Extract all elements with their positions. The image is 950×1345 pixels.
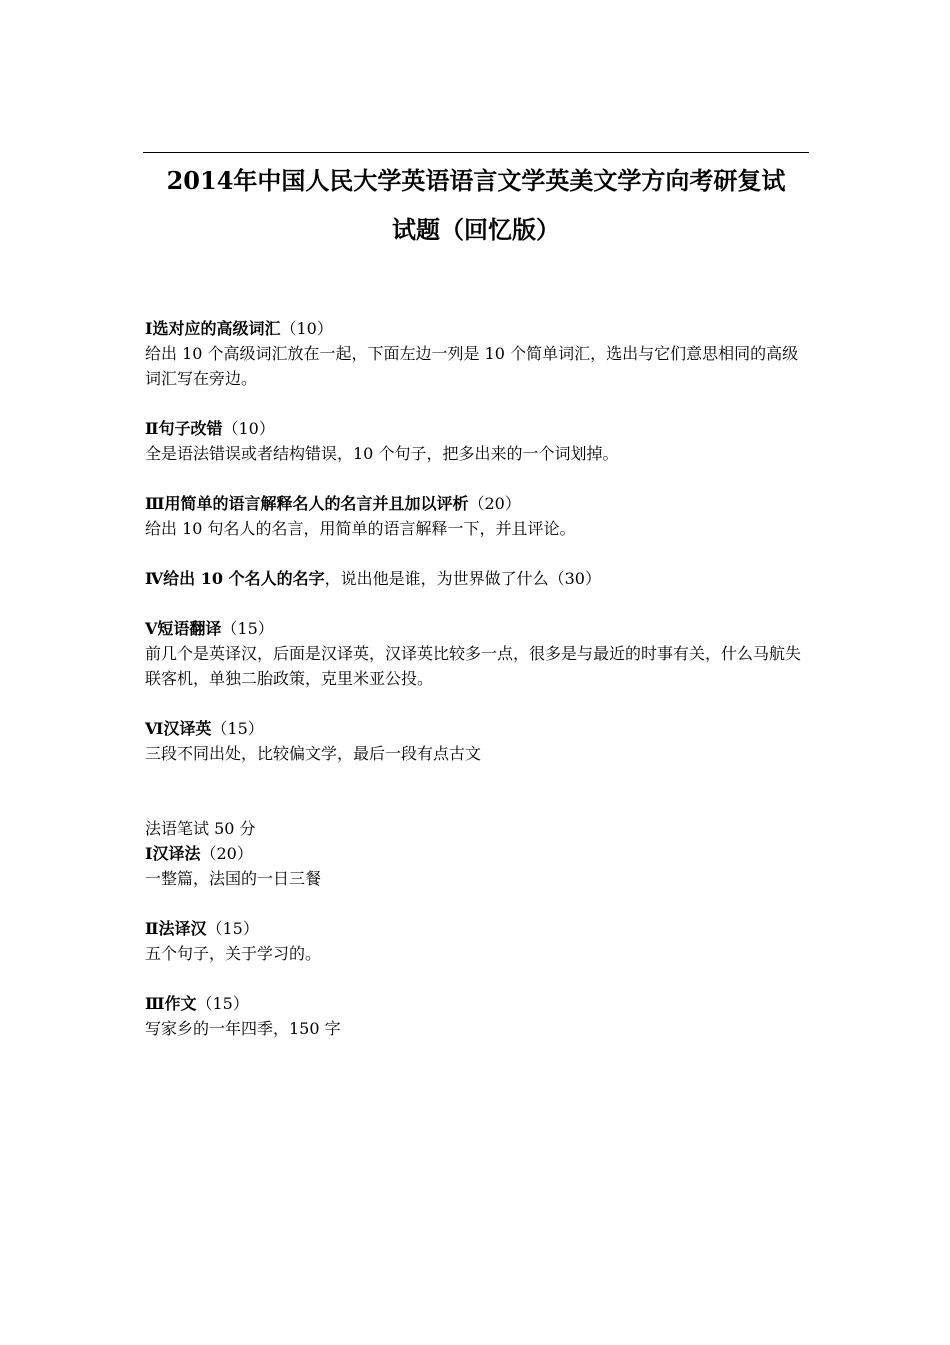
section-description: 给出 10 句名人的名言，用简单的语言解释一下，并且评论。: [145, 519, 576, 538]
document-title-line-1: 2014年中国人民大学英语语言文学英美文学方向考研复试: [166, 166, 786, 195]
french-section-1: [145, 816, 805, 891]
section-description: 写家乡的一年四季，150 字: [145, 1019, 341, 1038]
section-heading: Ⅰ选对应的高级词汇（10）: [145, 319, 333, 338]
french-section-2: [145, 916, 805, 966]
section-description: 前几个是英译汉，后面是汉译英，汉译英比较多一点，很多是与最近的时事有关，什么马航失联客机，单独二胎政策，克里米亚公投。: [145, 644, 802, 688]
section-heading: Ⅱ法译汉（15）: [145, 919, 259, 938]
section-description: 给出 10 个高级词汇放在一起，下面左边一列是 10 个简单词汇，选出与它们意思相同的高级词汇写在旁边。: [145, 344, 799, 388]
section-description: 一整篇，法国的一日三餐: [145, 869, 322, 888]
section-heading: Ⅲ用简单的语言解释名人的名言并且加以评析（20）: [145, 494, 521, 513]
french-section-3: [145, 991, 805, 1041]
section-6: [145, 716, 805, 766]
document-body: [145, 316, 805, 1066]
document-title-line-2: 试题（回忆版）: [392, 215, 560, 244]
section-3: [145, 491, 805, 541]
section-description: 五个句子，关于学习的。: [145, 944, 322, 963]
section-heading: Ⅲ作文（15）: [145, 994, 249, 1013]
section-description: 三段不同出处，比较偏文学，最后一段有点古文: [145, 744, 482, 763]
section-heading: Ⅱ句子改错（10）: [145, 419, 275, 438]
section-2: [145, 416, 805, 466]
section-1: [145, 316, 805, 391]
section-heading: Ⅰ汉译法（20）: [145, 844, 253, 863]
section-heading: Ⅴ短语翻译（15）: [145, 619, 274, 638]
section-4: [145, 566, 805, 591]
section-heading: Ⅳ给出 10 个名人的名字，说出他是谁，为世界做了什么（30）: [145, 569, 601, 588]
section-5: [145, 616, 805, 691]
french-exam-intro: 法语笔试 50 分: [145, 819, 256, 838]
section-heading: Ⅵ汉译英（15）: [145, 719, 264, 738]
header-rule: [143, 152, 809, 153]
section-description: 全是语法错误或者结构错误，10 个句子，把多出来的一个词划掉。: [145, 444, 619, 463]
